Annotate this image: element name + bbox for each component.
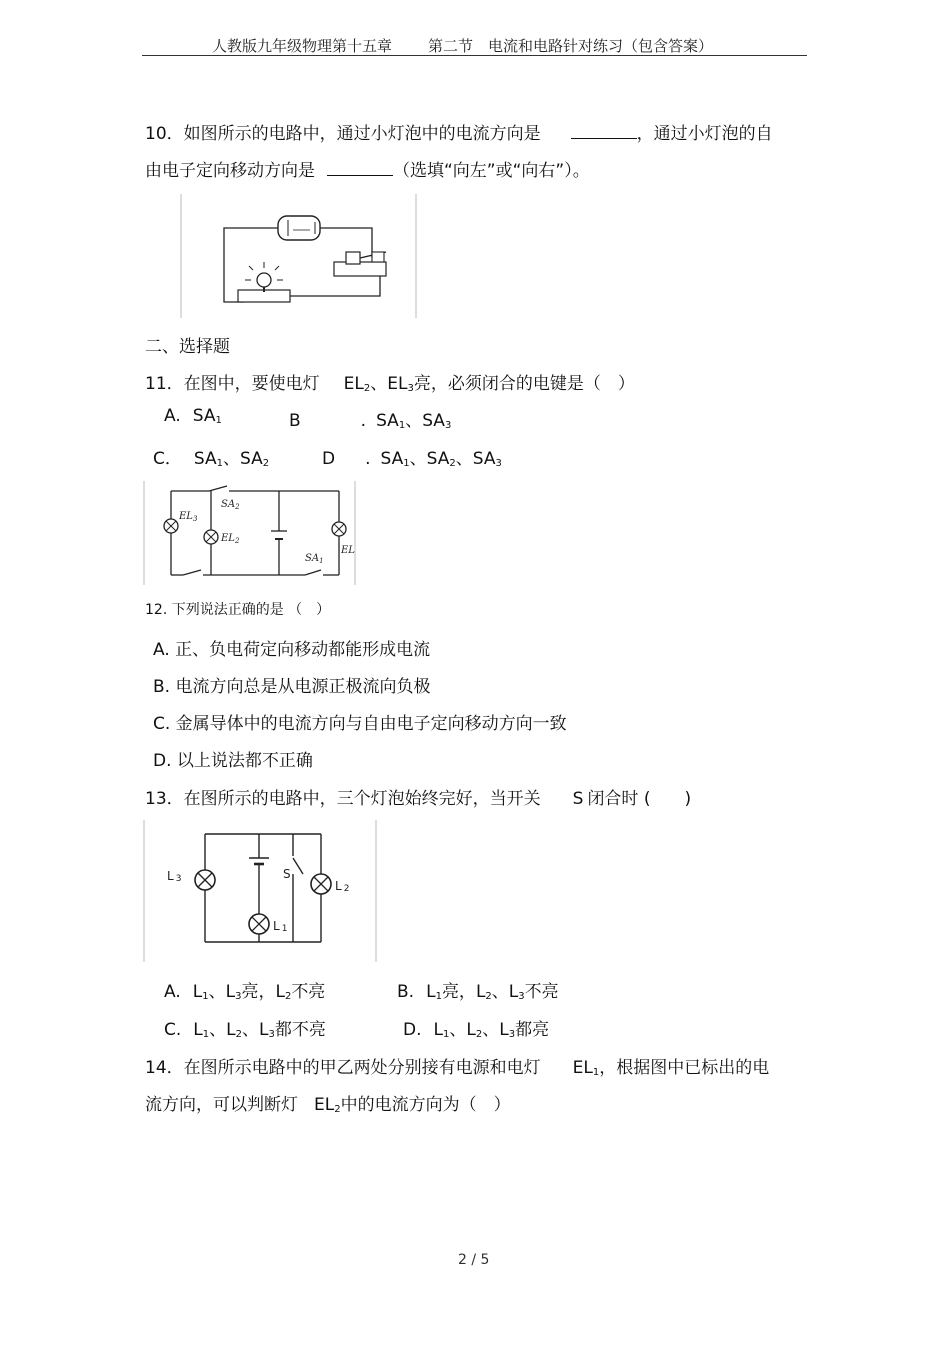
q11-option-d[interactable] [322,444,502,469]
q13-fig-l2-sub: 2 [343,884,350,894]
q11-option-d-sep2: 、 [455,449,473,469]
q11-option-c-1-sub: 1 [216,458,223,469]
q11-fig-el-left-sub: 3 [192,515,198,523]
q13-d-2: L [466,1020,476,1040]
q13-c-sep2: 、 [242,1020,259,1040]
q11-lamp-a-sub: 2 [363,383,371,394]
q13-fig-l3-sub: 3 [175,874,182,884]
q11-option-a[interactable] [164,406,222,426]
q13-option-a[interactable] [164,977,325,1002]
q13-option-d[interactable] [403,1015,549,1040]
q13-b-2-sub: 2 [485,991,492,1002]
q13-c-1-sub: 1 [202,1029,210,1040]
q11-option-c[interactable] [153,444,269,469]
q11-option-d-2: SA [426,449,450,469]
q13-circuit-figure [143,818,379,964]
q11-fig-sa-top-sub: 2 [235,503,240,511]
q11-option-c-2: SA [240,449,263,469]
q11-sep: 、 [370,374,388,394]
q13-fig-l3: L [167,869,174,883]
q13-a-1-sub: 1 [202,991,209,1002]
q13-d-1: L [433,1020,443,1040]
q11-circuit-figure [143,479,358,587]
q13-b-end: 不亮 [524,982,559,1002]
q13-c-3-sub: 3 [268,1029,275,1040]
q13-d-sep1: 、 [449,1020,467,1040]
q14-text-4: 中的电流方向为（ ） [340,1095,511,1115]
q13-b-1-sub: 1 [435,991,442,1002]
q11-option-d-1: SA [380,449,404,469]
q13-c-letter: C. [164,1020,182,1040]
q11-option-c-1: SA [193,449,217,469]
q13-d-1-sub: 1 [442,1029,450,1040]
q13-switch-label: S [572,789,584,809]
q13-b-2: L [475,982,486,1002]
q12-option-a[interactable]: A. 正、负电荷定向移动都能形成电流 [153,640,431,660]
q12-option-d[interactable]: D. 以上说法都不正确 [153,751,313,771]
q11-option-c-letter: C． [153,449,182,469]
svg-text:EL3 [178,511,198,523]
q14-line2 [145,1090,511,1115]
q11-option-b-1-sub: 1 [398,420,406,431]
q10-blank-2[interactable] [327,158,393,176]
q13-a-3-sub: 2 [284,991,292,1002]
q13-b-sep: 、 [491,982,509,1002]
q13-b-mid: 亮， [441,982,476,1002]
q11-option-b[interactable] [289,406,451,431]
q10-line2 [145,156,590,181]
q13-b-3-sub: 3 [518,991,525,1002]
q13-d-3-sub: 3 [508,1029,516,1040]
q13-b-3: L [508,982,519,1002]
page-number: 2 / 5 [458,1252,490,1268]
q13-c-2: L [226,1020,236,1040]
q13-stem-end: 闭合时 ( ) [587,789,692,809]
q11-lamp-b-sub: 3 [407,383,414,394]
svg-text:L3 [167,869,181,884]
q13-a-end: 不亮 [291,982,326,1002]
q11-option-b-1: SA [376,411,399,431]
q11-fig-sa-bot-sub: 1 [319,557,324,565]
q11-fig-el-mid-sub: 2 [234,537,240,545]
q13-a-3: L [275,982,285,1002]
q11-stem [145,369,635,394]
q13-fig-l2: L [335,879,342,893]
q13-d-3: L [499,1020,509,1040]
q11-option-d-letter: D [322,449,336,469]
q13-c-2-sub: 2 [235,1029,242,1040]
q11-lamp-a: EL [343,374,364,394]
q11-fig-sa-top: SA [221,499,236,510]
q13-option-b[interactable] [397,977,559,1002]
header-right: 第二节 电流和电路针对练习（包含答案） [428,37,714,55]
q14-text-3: 流方向，可以判断灯 [145,1095,298,1115]
q13-d-sep2: 、 [482,1020,500,1040]
section-title: 二、选择题 [145,337,230,357]
svg-text:SA1 [305,553,324,565]
q13-fig-s: S [283,867,291,881]
q13-d-letter: D. [403,1020,422,1040]
q14-lamp-sub: 1 [592,1067,600,1078]
q13-c-end: 都不亮 [274,1020,326,1040]
q10-circuit-figure [180,192,420,320]
q13-a-mid: 亮， [241,982,276,1002]
q14-line1 [145,1053,769,1078]
q11-option-c-2-sub: 2 [262,458,270,469]
q13-option-c[interactable] [164,1015,326,1040]
q10-text-3: 由电子定向移动方向是 [145,161,315,181]
q11-option-d-2-sub: 2 [449,458,456,469]
q14-lamp2-sub: 2 [334,1104,341,1115]
q14-text-2: ，根据图中已标出的电 [599,1058,770,1078]
q11-stem-end: 亮，必须闭合的电键是（ ） [413,374,635,394]
q13-stem-text: 13．在图所示的电路中，三个灯泡始终完好，当开关 [145,789,541,809]
svg-text:SA2 [221,499,240,511]
q13-c-3: L [259,1020,269,1040]
q13-a-sep: 、 [208,982,226,1002]
header-left: 人教版九年级物理第十五章 [212,37,393,55]
q12-option-b[interactable]: B. 电流方向总是从电源正极流向负极 [153,677,431,697]
q13-c-1: L [193,1020,203,1040]
q11-option-b-letter: B [289,411,301,431]
q10-text-4: （选填“向左”或“向右”）。 [393,161,590,181]
q12-stem: 12. 下列说法正确的是 （ ） [145,602,331,618]
q11-option-d-1-sub: 1 [403,458,410,469]
q11-option-d-3-sub: 3 [495,458,502,469]
q13-b-letter: B. [397,982,415,1002]
q11-fig-el-left: EL [179,511,193,522]
header-rule [142,55,807,56]
q11-option-a-sub: 1 [215,415,222,426]
q13-a-2-sub: 3 [235,991,242,1002]
q14-lamp2: EL [314,1095,335,1115]
q10-text-2: ，通过小灯泡的自 [636,124,773,144]
q13-a-letter: A. [164,982,181,1002]
q11-lamp-b: EL [387,374,408,394]
q13-a-2: L [225,982,236,1002]
svg-text:L2 [335,879,349,894]
q11-option-a-letter: A. [164,406,181,426]
q11-option-d-dot: . [365,449,371,469]
q13-d-end: 都亮 [515,1020,550,1040]
q10-line1 [145,119,773,144]
q11-option-b-2-sub: 3 [444,420,452,431]
q11-option-d-sep1: 、 [409,449,427,469]
q14-text-1: 14．在图所示电路中的甲乙两处分别接有电源和电灯 [145,1058,541,1078]
q11-fig-el-mid: EL [221,533,235,544]
q13-c-sep1: 、 [209,1020,227,1040]
q10-text-1: 10．如图所示的电路中，通过小灯泡中的电流方向是 [145,124,541,144]
q13-d-2-sub: 2 [475,1029,483,1040]
q11-fig-el-right: EL [341,545,355,556]
q11-option-b-sep: 、 [405,411,423,431]
q10-blank-1[interactable] [571,121,637,139]
q13-stem [145,784,691,809]
q11-stem-text: 11．在图中，要使电灯 [145,374,320,394]
q11-fig-sa-bot: SA [305,553,320,564]
q13-a-1: L [192,982,203,1002]
q11-option-d-3: SA [472,449,496,469]
q12-option-c[interactable]: C. 金属导体中的电流方向与自由电子定向移动方向一致 [153,714,567,734]
q11-option-b-dot: . [360,411,367,431]
svg-text:EL2 [220,533,240,545]
q14-lamp: EL [572,1058,593,1078]
q11-option-a-text: SA [192,406,216,426]
q11-option-c-sep: 、 [223,449,240,469]
svg-text:L1 [273,919,287,934]
q11-option-b-2: SA [422,411,445,431]
q13-fig-l1-sub: 1 [281,924,288,934]
q13-fig-l1: L [273,919,280,933]
q13-b-1: L [426,982,436,1002]
